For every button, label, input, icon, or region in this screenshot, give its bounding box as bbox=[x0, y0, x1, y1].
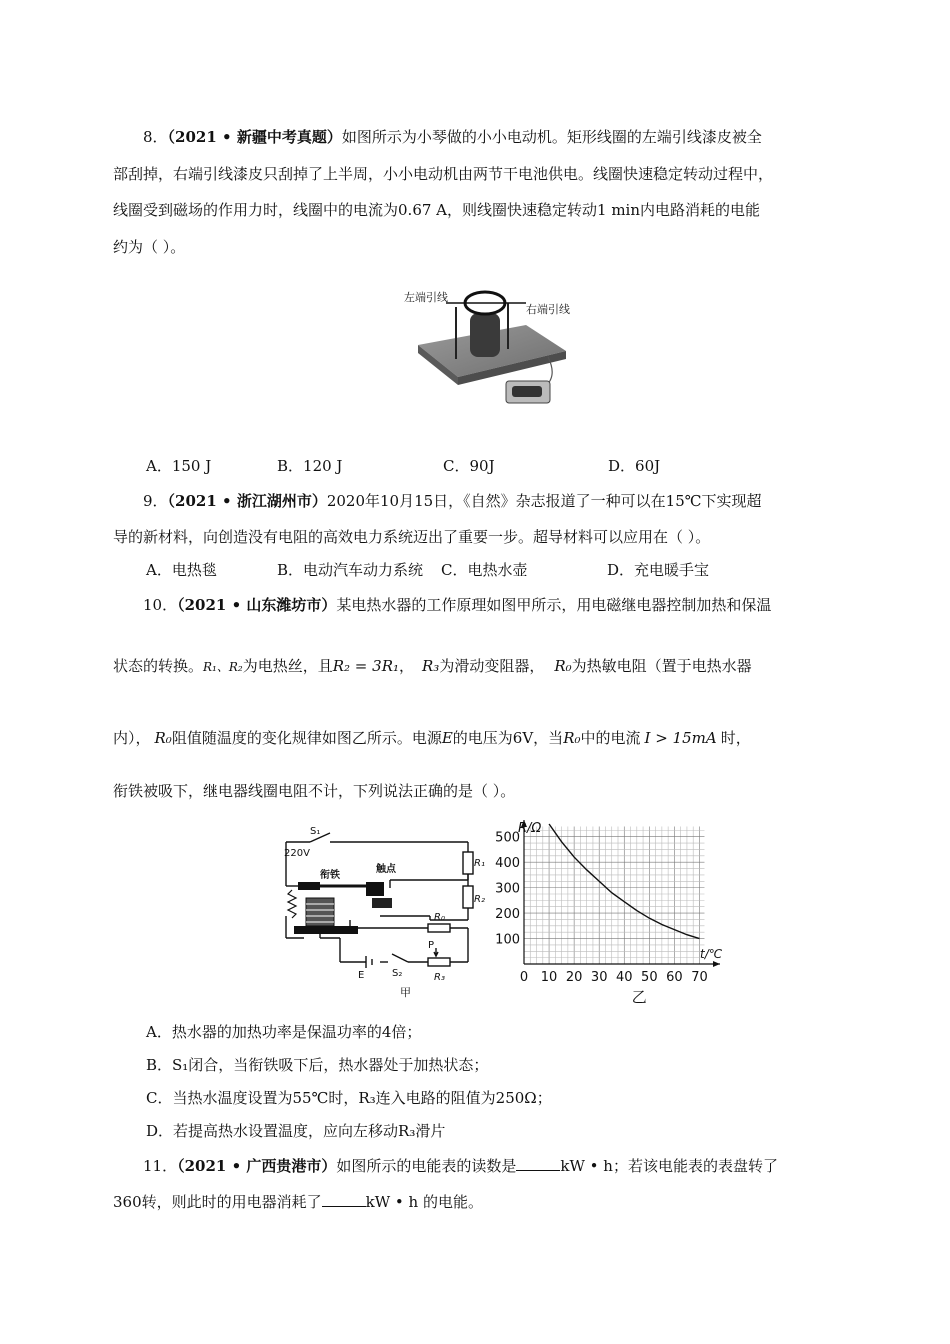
y-tick-label: 300 bbox=[495, 881, 520, 897]
r3-label: R₃ bbox=[434, 972, 445, 983]
q9-line2: 导的新材料，向创造没有电阻的高效电力系统迈出了重要一步。超导材料可以应用在（ ）。 bbox=[113, 528, 711, 546]
x-tick-label: 0 bbox=[519, 970, 529, 985]
figure-b-caption: 乙 bbox=[631, 988, 647, 1006]
q9-option-b[interactable]: B．电动汽车动力系统 bbox=[277, 561, 424, 579]
q8-option-d[interactable]: D．60J bbox=[608, 457, 661, 475]
q11-line2 bbox=[113, 1192, 833, 1212]
contact bbox=[366, 882, 384, 896]
q11-source: （2021 • 广西贵港市） bbox=[177, 1157, 337, 1175]
q10-option-b[interactable]: B．S₁闭合，当衔铁吸下后，热水器处于加热状态； bbox=[146, 1056, 489, 1074]
y-tick-label: 100 bbox=[495, 932, 520, 948]
q8-line4: 约为（ ）。 bbox=[113, 238, 186, 256]
q8-number: 8． bbox=[143, 128, 168, 146]
figure-a-caption: 甲 bbox=[400, 986, 411, 999]
q10-line2 bbox=[113, 656, 833, 677]
q9-options bbox=[146, 560, 846, 580]
r1r2-symbol: R₁、R₂ bbox=[203, 660, 243, 674]
q10-text-2c: ， bbox=[399, 657, 415, 675]
q10-text-3e: 时， bbox=[720, 729, 751, 747]
q8-line2: 部刮掉，右端引线漆皮只刮掉了上半周，小小电动机由两节干电池供电。线圈快速稳定转动过程中， bbox=[113, 165, 774, 183]
motor-figure bbox=[398, 277, 578, 427]
r2-eq-3r1: R₂ = 3R₁ bbox=[332, 657, 399, 675]
p-label: P bbox=[428, 940, 435, 951]
q10-text-3c: 的电压为6V，当 bbox=[452, 729, 564, 747]
q11-text-2b: kW • h 的电能。 bbox=[365, 1193, 483, 1211]
r0-symbol-2: R₀ bbox=[154, 729, 172, 747]
s2-label: S₂ bbox=[392, 968, 403, 979]
q10-text-2d: 为滑动变阻器， bbox=[439, 657, 545, 675]
circuit-figure bbox=[280, 820, 490, 1000]
r0-label: R₀ bbox=[434, 912, 445, 923]
q10-option-a[interactable]: A．热水器的加热功率是保温功率的4倍； bbox=[146, 1023, 422, 1041]
q9-number: 9． bbox=[143, 492, 168, 510]
x-tick-label: 10 bbox=[540, 970, 558, 985]
e-label: E bbox=[358, 970, 365, 981]
chart-ticks bbox=[495, 831, 708, 985]
q11-line1 bbox=[143, 1156, 863, 1176]
r0-symbol: R₀ bbox=[554, 657, 572, 675]
y-axis-label: R/Ω bbox=[518, 821, 542, 836]
x-tick-label: 40 bbox=[615, 970, 633, 985]
q10-text-3b: 阻值随温度的变化规律如图乙所示。电源 bbox=[171, 729, 442, 747]
x-tick-label: 20 bbox=[565, 970, 583, 985]
r3-symbol: R₃ bbox=[422, 657, 440, 675]
x-axis-label: t/℃ bbox=[700, 947, 723, 961]
s1-label: S₁ bbox=[310, 826, 321, 837]
q11-text-2a: 360转，则此时的用电器消耗了 bbox=[113, 1193, 322, 1211]
q11-text-1b: kW • h；若该电能表的表盘转了 bbox=[560, 1157, 778, 1175]
contact-label: 触点 bbox=[376, 864, 396, 875]
left-lead-label: 左端引线 bbox=[404, 291, 448, 304]
q9-option-c[interactable]: C．电热水壶 bbox=[441, 561, 528, 579]
voltage-label: 220V bbox=[284, 848, 310, 859]
q10-line1 bbox=[143, 595, 863, 615]
q9-line1 bbox=[143, 491, 863, 511]
q10-option-d[interactable]: D．若提高热水设置温度，应向左移动R₃滑片 bbox=[146, 1122, 446, 1140]
q11-number: 11． bbox=[143, 1157, 178, 1175]
q11-text-1a: 如图所示的电能表的读数是 bbox=[336, 1157, 517, 1175]
q8-options bbox=[146, 456, 846, 476]
q8-text-1: 如图所示为小琴做的小小电动机。矩形线圈的左端引线漆皮被全 bbox=[341, 128, 762, 146]
x-tick-label: 50 bbox=[641, 970, 658, 985]
right-lead-label: 右端引线 bbox=[526, 303, 570, 316]
x-tick-label: 70 bbox=[691, 970, 708, 985]
magnet bbox=[470, 313, 500, 357]
q10-text-3d: 中的电流 bbox=[580, 729, 641, 747]
armature bbox=[298, 882, 320, 890]
q8-option-b[interactable]: B．120 J bbox=[277, 457, 343, 475]
x-tick-label: 30 bbox=[590, 970, 608, 985]
q9-option-d[interactable]: D．充电暖手宝 bbox=[607, 561, 710, 579]
resistance-temperature-chart bbox=[492, 812, 732, 1010]
q10-option-c[interactable]: C．当热水温度设置为55℃时，R₃连入电路的阻值为250Ω； bbox=[146, 1089, 552, 1107]
q10-text-3a: 内）， bbox=[113, 729, 151, 747]
e-symbol: E bbox=[441, 729, 453, 747]
q11-blank-2[interactable] bbox=[322, 1192, 366, 1207]
y-tick-label: 200 bbox=[495, 907, 520, 923]
y-tick-label: 500 bbox=[495, 830, 520, 846]
r2-label: R₂ bbox=[474, 894, 485, 905]
q10-source: （2021 • 山东潍坊市） bbox=[177, 596, 337, 614]
q10-text-1: 某电热水器的工作原理如图甲所示，用电磁继电器控制加热和保温 bbox=[336, 596, 772, 614]
q10-number: 10． bbox=[143, 596, 178, 614]
r0-symbol-3: R₀ bbox=[563, 729, 581, 747]
x-axis-arrow bbox=[713, 961, 720, 967]
q8-option-c[interactable]: C．90J bbox=[443, 457, 495, 475]
current-condition: I > 15mA bbox=[644, 729, 717, 747]
q11-blank-1[interactable] bbox=[516, 1156, 560, 1171]
q10-text-2b: 为电热丝，且 bbox=[242, 657, 333, 675]
q9-source: （2021 • 浙江湖州市） bbox=[167, 492, 327, 510]
q10-text-2e: 为热敏电阻（置于电热水器 bbox=[571, 657, 752, 675]
q10-line3 bbox=[113, 728, 833, 748]
q9-option-a[interactable]: A．电热毯 bbox=[146, 561, 217, 579]
q8-line3: 线圈受到磁场的作用力时，线圈中的电流为0.67 A，则线圈快速稳定转动1 min内电路消耗的电能 bbox=[113, 201, 760, 219]
q8-line1 bbox=[143, 127, 863, 147]
y-tick-label: 400 bbox=[495, 856, 520, 872]
x-tick-label: 60 bbox=[666, 970, 683, 985]
q8-source: （2021 • 新疆中考真题） bbox=[167, 128, 342, 146]
q9-text-1: 2020年10月15日，《自然》杂志报道了一种可以在15℃下实现超 bbox=[326, 492, 762, 510]
spring bbox=[288, 890, 296, 918]
q10-line4: 衔铁被吸下，继电器线圈电阻不计，下列说法正确的是（ ）。 bbox=[113, 782, 516, 800]
q8-option-a[interactable]: A．150 J bbox=[146, 457, 212, 475]
armature-label: 衔铁 bbox=[320, 870, 340, 881]
r1-label: R₁ bbox=[474, 858, 485, 869]
q10-text-2a: 状态的转换。 bbox=[113, 657, 204, 675]
